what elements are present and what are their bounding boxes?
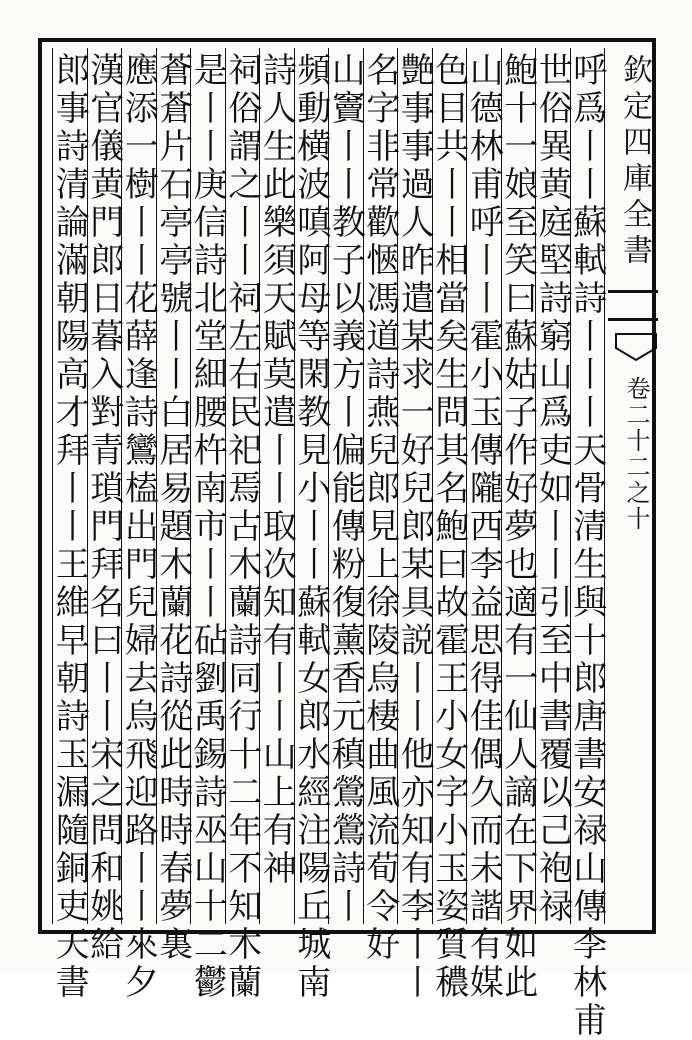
column-text: 名字非常歡愜馮道詩燕兒郎見上徐陵烏棲曲風流荀令好 (359, 52, 400, 964)
column-text: 郎事詩清論滿朝陽高才拜丨丨王維早朝詩玉漏隨銅吏天書 (49, 52, 90, 1002)
column-text: 山德林甫呼丨丨霍小玉傳隴西李益思得佳偶久而未諧有媒 (463, 52, 504, 1002)
column-text: 詩人生此樂須天賦莫遣丨丨取次知有丨丨山上有神 (256, 52, 297, 888)
column-text: 應添一樹丨丨花薛逢詩鸞榼出門兒婦去烏飛迎路丨丨來夕 (118, 52, 159, 1002)
column-text: 祠俗謂之丨丨祠左右民祀焉古木蘭詩同行十二年不知木蘭 (221, 52, 262, 1002)
text-column (49, 52, 90, 1002)
volume-label: 卷二十二之十 (622, 376, 650, 532)
column-text: 蒼蒼片石亭亭號丨丨白居易題木蘭花詩從此時時春夢裏 (152, 52, 193, 964)
book-title: 欽定四庫全書 (617, 54, 652, 270)
column-text: 呼爲丨丨蘇軾詩丨丨丨天骨清生與十郎唐書安禄山傳李林甫 (566, 52, 607, 1040)
fishtail-mark (614, 330, 658, 370)
column-text: 漢官儀黄門郎日暮入對青瑣門拜名曰丨丨宋之問和姚給 (83, 52, 124, 964)
column-text: 是丨丨庚信詩北堂細腰杵南市丨丨砧劉禹錫詩巫山十二鬱 (187, 52, 228, 1002)
column-text: 山竇丨丨教子以義方丨偏能傳粉復薰香元稹鶯鶯詩丨 (325, 52, 366, 926)
column-text: 頻動横波嗔阿母等閑教見小丨丨蘇軾女郎水經注陽丘城南 (290, 52, 331, 1002)
column-text: 色目共丨丨相當矣生問其名鮑曰故霍王小女字小玉姿質穠 (428, 52, 469, 1002)
column-text: 艶事事過人昨遣某求一好兒郎某具説丨丨他亦知有李丨丨 (394, 52, 435, 1002)
column-text: 鮑十一娘至笑曰蘇姑子作好夢也適有一仙人謫在下界如此 (497, 52, 538, 1002)
column-text: 世俗異黄庭堅詩窮山爲吏如丨丨引至中書覆以己袍禄 (532, 52, 573, 926)
